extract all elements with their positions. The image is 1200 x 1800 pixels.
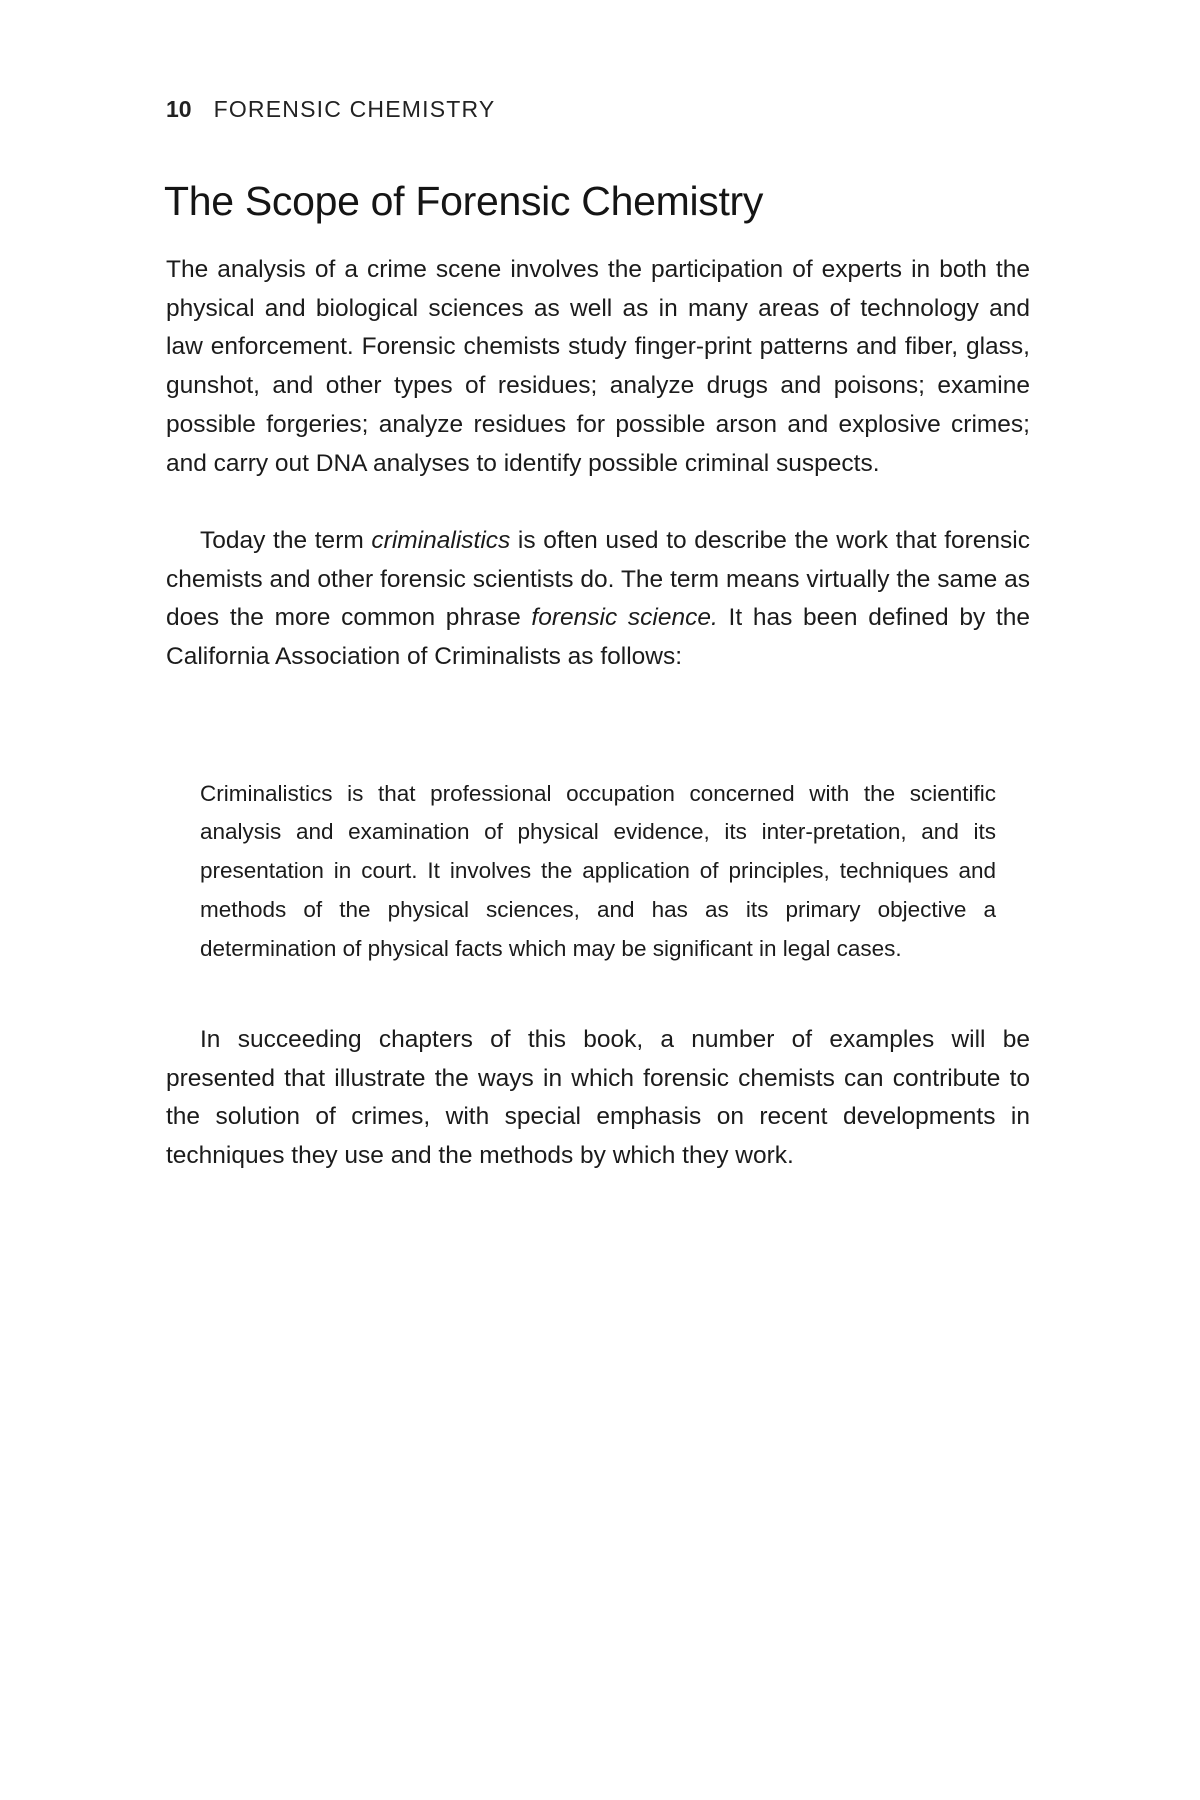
quote-text: Criminalistics is that professional occupation concerned with the scientific analysis and examination of physical evidence, its inter-pretation, and its presentation in court. It involves the application of principles, techniques and methods of the physical sciences, and has as its primary objective a determination of physical facts which may be significant in legal cases.	[200, 780, 996, 961]
paragraph-text	[166, 522, 1030, 677]
page-number: 10	[166, 96, 192, 122]
body-paragraph	[166, 1021, 1030, 1176]
block-quote	[200, 752, 996, 991]
paragraph-text-segment: It has been defined by the California Association of Criminalists as follows:	[166, 604, 1030, 671]
book-title: FORENSIC CHEMISTRY	[213, 96, 496, 122]
italic-term: criminalistics	[371, 527, 511, 554]
paragraph-text-segment: is often used to describe the work that forensic chemists and other forensic scientists do. The term means virtually the same as does the more common phrase	[166, 527, 1030, 632]
section-heading: The Scope of Forensic Chemistry	[164, 178, 764, 224]
body-paragraph	[166, 251, 1030, 483]
body-paragraph	[166, 522, 1030, 677]
italic-phrase: forensic science.	[531, 604, 718, 632]
paragraph-text-segment: Today the term	[200, 527, 372, 554]
paragraph-text: In succeeding chapters of this book, a number of examples will be presented that illustrate the ways in which forensic chemists can contribute to the solution of crimes, with special emphasis on recent developments in techniques they use and the methods by which they work.	[166, 1026, 1030, 1170]
running-head	[166, 96, 495, 123]
paragraph-text: The analysis of a crime scene involves the participation of experts in both the physical and biological sciences as well as in many areas of technology and law enforcement. Forensic chemists study finger-print patterns and fiber, glass, gunshot, and other types of residues; analyze drugs and poisons; examine possible forgeries; analyze residues for possible arson and explosive crimes; and carry out DNA analyses to identify possible criminal suspects.	[166, 256, 1030, 477]
